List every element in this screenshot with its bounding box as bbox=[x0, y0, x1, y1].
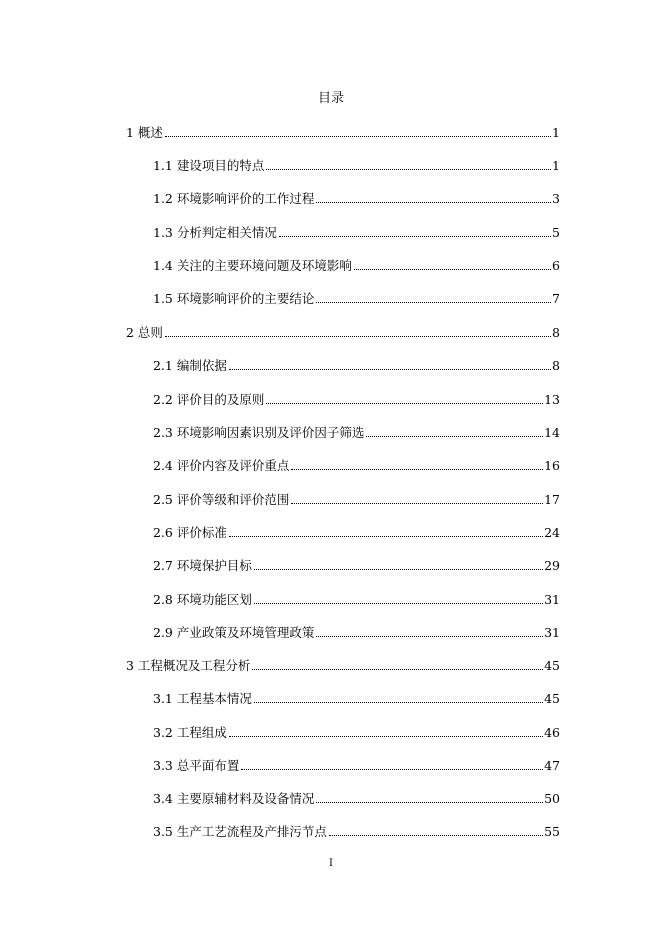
toc-entry-label: 3.5 生产工艺流程及产排污节点 bbox=[153, 824, 327, 839]
toc-entry-page: 8 bbox=[552, 325, 560, 340]
toc-entry-label: 3.2 工程组成 bbox=[153, 725, 227, 740]
toc-entry-label: 2.9 产业政策及环境管理政策 bbox=[153, 625, 315, 640]
toc-entry-page: 8 bbox=[552, 358, 560, 373]
toc-entry-label: 2.2 评价目的及原则 bbox=[153, 392, 265, 407]
toc-entry[interactable] bbox=[153, 824, 560, 840]
toc-dot-leader bbox=[354, 269, 551, 270]
toc-dot-leader bbox=[279, 236, 551, 237]
toc-entry-label: 2.5 评价等级和评价范围 bbox=[153, 492, 290, 507]
toc-entry-page: 31 bbox=[544, 625, 560, 640]
toc-entry-label: 2.3 环境影响因素识别及评价因子筛选 bbox=[153, 425, 365, 440]
toc-entry-label: 1.3 分析判定相关情况 bbox=[153, 225, 277, 240]
toc-dot-leader bbox=[252, 669, 543, 670]
toc-entry-page: 45 bbox=[544, 658, 560, 673]
toc-dot-leader bbox=[316, 202, 551, 203]
toc-entry-page: 5 bbox=[552, 225, 560, 240]
toc-dot-leader bbox=[291, 469, 543, 470]
toc-entry-label: 1.4 关注的主要环境问题及环境影响 bbox=[153, 258, 352, 273]
toc-entry[interactable] bbox=[153, 425, 560, 441]
toc-title: 目录 bbox=[317, 91, 344, 106]
toc-entry[interactable] bbox=[153, 358, 560, 374]
toc-entry-page: 7 bbox=[552, 291, 560, 306]
toc-dot-leader bbox=[254, 603, 543, 604]
toc-entry[interactable] bbox=[153, 758, 560, 774]
toc-entry-page: 31 bbox=[544, 592, 560, 607]
toc-dot-leader bbox=[165, 336, 551, 337]
toc-entry[interactable] bbox=[153, 258, 560, 274]
toc-dot-leader bbox=[291, 503, 543, 504]
toc-entry[interactable] bbox=[153, 558, 560, 574]
toc-entry[interactable] bbox=[126, 125, 560, 141]
toc-entry-label: 1.5 环境影响评价的主要结论 bbox=[153, 291, 315, 306]
toc-entry[interactable] bbox=[153, 791, 560, 807]
toc-entry-label: 2 总则 bbox=[126, 325, 163, 340]
toc-entry-label: 2.4 评价内容及评价重点 bbox=[153, 458, 290, 473]
toc-dot-leader bbox=[316, 636, 543, 637]
toc-entry-label: 3 工程概况及工程分析 bbox=[126, 658, 251, 673]
toc-entry-page: 46 bbox=[544, 725, 560, 740]
toc-dot-leader bbox=[266, 403, 543, 404]
toc-dot-leader bbox=[254, 569, 543, 570]
toc-entry[interactable] bbox=[153, 458, 560, 474]
toc-entry-page: 1 bbox=[552, 158, 560, 173]
toc-entry-page: 17 bbox=[544, 492, 560, 507]
toc-entry-page: 24 bbox=[544, 525, 560, 540]
toc-entry[interactable] bbox=[126, 325, 560, 341]
toc-entry[interactable] bbox=[153, 525, 560, 541]
toc-entry-page: 55 bbox=[544, 824, 560, 839]
toc-dot-leader bbox=[316, 802, 543, 803]
toc-entry-page: 47 bbox=[544, 758, 560, 773]
toc-entry[interactable] bbox=[153, 691, 560, 707]
toc-entry-page: 6 bbox=[552, 258, 560, 273]
toc-entry[interactable] bbox=[153, 191, 560, 207]
toc-entry[interactable] bbox=[153, 625, 560, 641]
toc-entry[interactable] bbox=[153, 725, 560, 741]
toc-entry-label: 1.2 环境影响评价的工作过程 bbox=[153, 191, 315, 206]
toc-entry-page: 1 bbox=[552, 125, 560, 140]
toc-entry-label: 3.4 主要原辅材料及设备情况 bbox=[153, 791, 315, 806]
toc-dot-leader bbox=[254, 702, 543, 703]
toc-dot-leader bbox=[165, 136, 551, 137]
toc-entry-label: 2.8 环境功能区划 bbox=[153, 592, 252, 607]
toc-entry-page: 45 bbox=[544, 691, 560, 706]
page-number: I bbox=[329, 858, 333, 869]
toc-entry-label: 3.3 总平面布置 bbox=[153, 758, 240, 773]
toc-entry-label: 1.1 建设项目的特点 bbox=[153, 158, 265, 173]
toc-dot-leader bbox=[229, 736, 543, 737]
toc-entry-page: 50 bbox=[544, 791, 560, 806]
toc-entry[interactable] bbox=[126, 658, 560, 674]
toc-dot-leader bbox=[241, 769, 543, 770]
toc-dot-leader bbox=[316, 302, 551, 303]
toc-entry-page: 14 bbox=[544, 425, 560, 440]
toc-entry-label: 2.7 环境保护目标 bbox=[153, 558, 252, 573]
toc-entry-page: 13 bbox=[544, 392, 560, 407]
toc-entry[interactable] bbox=[153, 291, 560, 307]
toc-dot-leader bbox=[329, 835, 543, 836]
toc-entry-label: 2.1 编制依据 bbox=[153, 358, 227, 373]
toc-entry-page: 3 bbox=[552, 191, 560, 206]
toc-entry[interactable] bbox=[153, 392, 560, 408]
toc-dot-leader bbox=[229, 536, 543, 537]
toc-dot-leader bbox=[229, 369, 551, 370]
toc-dot-leader bbox=[266, 169, 551, 170]
toc-dot-leader bbox=[366, 436, 543, 437]
toc-entry[interactable] bbox=[153, 158, 560, 174]
toc-entry-label: 1 概述 bbox=[126, 125, 163, 140]
toc-entry[interactable] bbox=[153, 225, 560, 241]
toc-entry[interactable] bbox=[153, 492, 560, 508]
toc-entry-page: 16 bbox=[544, 458, 560, 473]
toc-entry-page: 29 bbox=[544, 558, 560, 573]
toc-entry-label: 3.1 工程基本情况 bbox=[153, 691, 252, 706]
toc-entry[interactable] bbox=[153, 592, 560, 608]
toc-entry-label: 2.6 评价标准 bbox=[153, 525, 227, 540]
